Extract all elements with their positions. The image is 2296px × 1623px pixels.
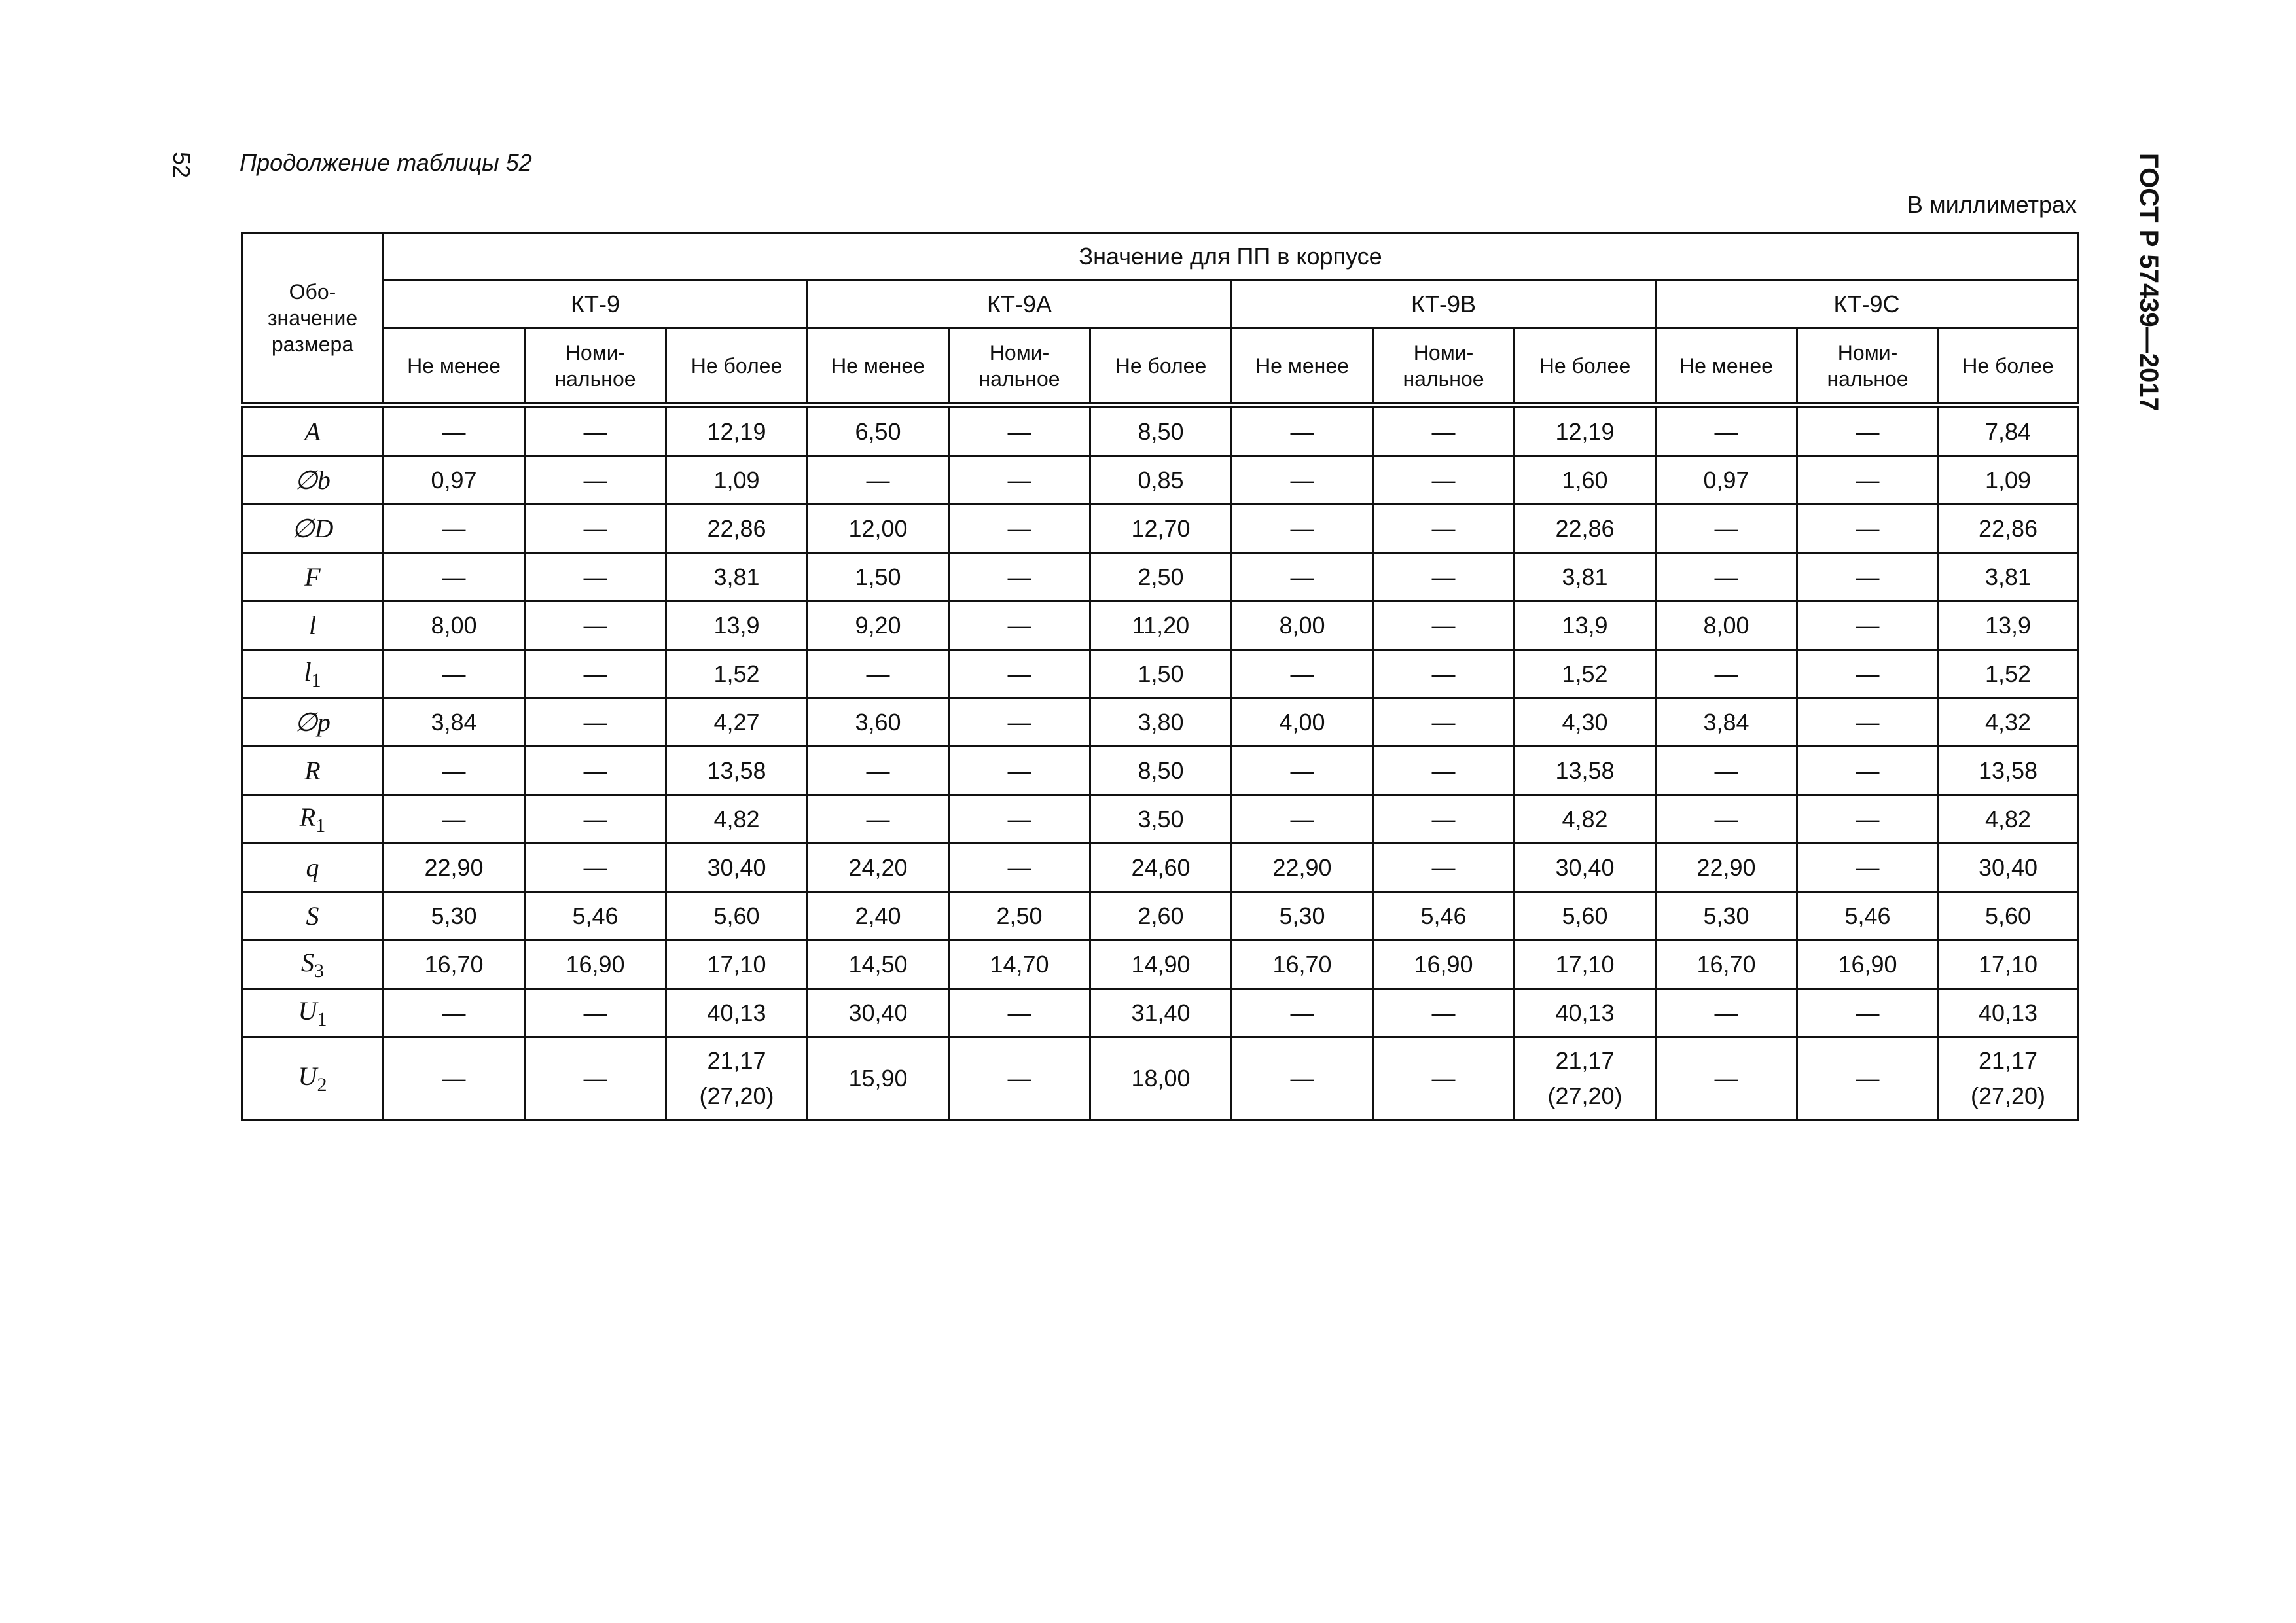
table-row bbox=[242, 406, 2078, 456]
value-cell: 30,40 bbox=[666, 844, 808, 892]
table-row bbox=[242, 940, 2078, 989]
value-cell: 12,19 bbox=[1515, 406, 1656, 456]
value-cell: 5,30 bbox=[384, 892, 525, 940]
max-header: Не более bbox=[1090, 329, 1232, 406]
units-note: В миллиметрах bbox=[1907, 191, 2077, 218]
value-cell: — bbox=[1797, 747, 1939, 795]
designation-subscript: 2 bbox=[317, 1074, 327, 1096]
value-cell: — bbox=[1656, 553, 1797, 601]
value-cell: — bbox=[949, 844, 1090, 892]
value-cell: 17,10 bbox=[1515, 940, 1656, 989]
value-cell: 24,60 bbox=[1090, 844, 1232, 892]
value-cell: — bbox=[949, 505, 1090, 553]
designation-cell bbox=[242, 844, 384, 892]
value-cell: — bbox=[949, 650, 1090, 698]
value-cell: — bbox=[1373, 747, 1515, 795]
value-cell: — bbox=[1797, 795, 1939, 844]
designation-header: Обо- значение размера bbox=[242, 233, 384, 406]
value-cell: 4,32 bbox=[1939, 698, 2078, 747]
value-cell: 5,46 bbox=[525, 892, 666, 940]
value-cell: 2,50 bbox=[949, 892, 1090, 940]
value-cell: 1,09 bbox=[666, 456, 808, 505]
value-cell: 16,90 bbox=[525, 940, 666, 989]
value-cell: — bbox=[525, 456, 666, 505]
value-cell: 40,13 bbox=[666, 989, 808, 1037]
designation-cell bbox=[242, 505, 384, 553]
value-cell: 3,84 bbox=[384, 698, 525, 747]
value-cell: — bbox=[949, 553, 1090, 601]
value-cell: 4,82 bbox=[666, 795, 808, 844]
value-cell: — bbox=[384, 505, 525, 553]
value-cell: — bbox=[525, 406, 666, 456]
value-cell: 9,20 bbox=[808, 601, 949, 650]
value-cell: 8,00 bbox=[1656, 601, 1797, 650]
value-cell: 14,90 bbox=[1090, 940, 1232, 989]
designation-cell bbox=[242, 601, 384, 650]
value-cell: 5,30 bbox=[1232, 892, 1373, 940]
value-cell: — bbox=[1797, 456, 1939, 505]
value-cell: — bbox=[1797, 601, 1939, 650]
value-cell: 22,86 bbox=[666, 505, 808, 553]
value-cell: 5,30 bbox=[1656, 892, 1797, 940]
value-cell: 12,00 bbox=[808, 505, 949, 553]
value-cell: 2,60 bbox=[1090, 892, 1232, 940]
value-cell: — bbox=[1656, 747, 1797, 795]
designation-cell bbox=[242, 892, 384, 940]
value-cell: 13,58 bbox=[1515, 747, 1656, 795]
value-cell: — bbox=[808, 795, 949, 844]
value-cell: 16,90 bbox=[1373, 940, 1515, 989]
page-number: 52 bbox=[168, 152, 195, 179]
value-cell: 13,9 bbox=[666, 601, 808, 650]
value-cell: 3,81 bbox=[1515, 553, 1656, 601]
designation-symbol: R bbox=[304, 756, 321, 785]
value-cell: 5,60 bbox=[666, 892, 808, 940]
value-cell: 17,10 bbox=[666, 940, 808, 989]
value-cell: 17,10 bbox=[1939, 940, 2078, 989]
value-cell: 16,70 bbox=[1232, 940, 1373, 989]
table-row bbox=[242, 698, 2078, 747]
value-cell: — bbox=[1373, 795, 1515, 844]
table-row bbox=[242, 989, 2078, 1037]
value-cell: — bbox=[1232, 650, 1373, 698]
table-row bbox=[242, 650, 2078, 698]
value-cell: — bbox=[1232, 747, 1373, 795]
designation-symbol: A bbox=[304, 417, 321, 446]
value-cell: — bbox=[1797, 1037, 1939, 1120]
value-cell: 3,81 bbox=[666, 553, 808, 601]
value-cell: 31,40 bbox=[1090, 989, 1232, 1037]
value-cell: 0,97 bbox=[384, 456, 525, 505]
value-cell: 1,52 bbox=[666, 650, 808, 698]
dimensions-table bbox=[241, 232, 2079, 1121]
value-cell: 4,30 bbox=[1515, 698, 1656, 747]
value-cell: 13,58 bbox=[1939, 747, 2078, 795]
value-cell: — bbox=[384, 1037, 525, 1120]
value-cell: 30,40 bbox=[1939, 844, 2078, 892]
min-header: Не менее bbox=[384, 329, 525, 406]
value-cell: 16,70 bbox=[384, 940, 525, 989]
value-cell: 0,97 bbox=[1656, 456, 1797, 505]
value-cell: — bbox=[1232, 406, 1373, 456]
designation-symbol: l bbox=[308, 611, 317, 640]
value-cell: — bbox=[808, 650, 949, 698]
value-cell: 22,90 bbox=[384, 844, 525, 892]
value-cell: 4,82 bbox=[1939, 795, 2078, 844]
value-cell: 24,20 bbox=[808, 844, 949, 892]
designation-symbol: l bbox=[304, 656, 312, 687]
value-cell: 3,81 bbox=[1939, 553, 2078, 601]
value-cell: — bbox=[949, 989, 1090, 1037]
value-cell: — bbox=[1232, 1037, 1373, 1120]
designation-subscript: 3 bbox=[314, 959, 324, 982]
value-cell: 16,70 bbox=[1656, 940, 1797, 989]
value-cell: — bbox=[1797, 844, 1939, 892]
value-cell: 4,27 bbox=[666, 698, 808, 747]
designation-cell bbox=[242, 1037, 384, 1120]
value-cell: 1,52 bbox=[1515, 650, 1656, 698]
value-cell: — bbox=[525, 698, 666, 747]
value-cell: — bbox=[1373, 1037, 1515, 1120]
designation-symbol: F bbox=[304, 562, 321, 592]
value-cell: 1,52 bbox=[1939, 650, 2078, 698]
value-cell: — bbox=[1373, 505, 1515, 553]
min-header: Не менее bbox=[808, 329, 949, 406]
value-cell: — bbox=[384, 553, 525, 601]
value-cell: — bbox=[1373, 698, 1515, 747]
value-cell: — bbox=[1232, 505, 1373, 553]
designation-symbol: ∅p bbox=[295, 707, 331, 737]
value-cell: 5,46 bbox=[1797, 892, 1939, 940]
value-cell: 8,00 bbox=[1232, 601, 1373, 650]
table-row bbox=[242, 795, 2078, 844]
value-cell: 1,50 bbox=[1090, 650, 1232, 698]
designation-symbol: q bbox=[306, 853, 319, 882]
value-cell: — bbox=[525, 601, 666, 650]
designation-cell bbox=[242, 795, 384, 844]
value-cell: 40,13 bbox=[1515, 989, 1656, 1037]
value-cell: — bbox=[384, 795, 525, 844]
value-cell: 3,80 bbox=[1090, 698, 1232, 747]
value-cell: — bbox=[1373, 844, 1515, 892]
value-cell: — bbox=[1373, 601, 1515, 650]
value-cell: 30,40 bbox=[808, 989, 949, 1037]
value-cell: — bbox=[949, 795, 1090, 844]
standard-code: ГОСТ Р 57439—2017 bbox=[2134, 153, 2163, 412]
value-cell: — bbox=[525, 1037, 666, 1120]
value-cell: 8,00 bbox=[384, 601, 525, 650]
value-cell: — bbox=[1373, 650, 1515, 698]
value-cell: — bbox=[384, 989, 525, 1037]
designation-subscript: 1 bbox=[317, 1008, 327, 1030]
value-cell: 11,20 bbox=[1090, 601, 1232, 650]
designation-symbol: R bbox=[299, 802, 316, 832]
value-cell: 12,19 bbox=[666, 406, 808, 456]
value-cell: 21,17 (27,20) bbox=[666, 1037, 808, 1120]
designation-symbol: U bbox=[298, 995, 317, 1026]
value-cell: 1,09 bbox=[1939, 456, 2078, 505]
value-cell: — bbox=[525, 795, 666, 844]
value-cell: 30,40 bbox=[1515, 844, 1656, 892]
value-cell: — bbox=[1232, 553, 1373, 601]
value-cell: 0,85 bbox=[1090, 456, 1232, 505]
value-cell: — bbox=[1373, 456, 1515, 505]
value-cell: — bbox=[525, 989, 666, 1037]
package-header: КТ-9С bbox=[1656, 281, 2078, 329]
value-cell: 4,82 bbox=[1515, 795, 1656, 844]
min-header: Не менее bbox=[1232, 329, 1373, 406]
value-cell: 8,50 bbox=[1090, 406, 1232, 456]
group-header: Значение для ПП в корпусе bbox=[384, 233, 2078, 281]
value-cell: — bbox=[1373, 406, 1515, 456]
designation-cell bbox=[242, 940, 384, 989]
value-cell: — bbox=[808, 456, 949, 505]
value-cell: 1,60 bbox=[1515, 456, 1656, 505]
designation-symbol: U bbox=[298, 1061, 317, 1091]
value-cell: 21,17 (27,20) bbox=[1939, 1037, 2078, 1120]
value-cell: 4,00 bbox=[1232, 698, 1373, 747]
designation-symbol: S bbox=[306, 901, 319, 931]
designation-subscript: 1 bbox=[311, 669, 321, 691]
value-cell: — bbox=[1656, 505, 1797, 553]
table-row bbox=[242, 844, 2078, 892]
table-row bbox=[242, 505, 2078, 553]
value-cell: — bbox=[384, 747, 525, 795]
value-cell: — bbox=[525, 650, 666, 698]
designation-subscript: 1 bbox=[315, 814, 326, 836]
table-row bbox=[242, 747, 2078, 795]
value-cell: — bbox=[808, 747, 949, 795]
table-row bbox=[242, 1037, 2078, 1120]
package-header: КТ-9 bbox=[384, 281, 808, 329]
designation-cell bbox=[242, 456, 384, 505]
value-cell: — bbox=[1656, 795, 1797, 844]
table-row bbox=[242, 553, 2078, 601]
value-cell: — bbox=[949, 456, 1090, 505]
value-cell: 13,9 bbox=[1939, 601, 2078, 650]
value-cell: — bbox=[1656, 1037, 1797, 1120]
value-cell: 14,50 bbox=[808, 940, 949, 989]
value-cell: 5,46 bbox=[1373, 892, 1515, 940]
max-header: Не более bbox=[1515, 329, 1656, 406]
value-cell: 22,90 bbox=[1656, 844, 1797, 892]
value-cell: — bbox=[384, 650, 525, 698]
nominal-header: Номи- нальное bbox=[1373, 329, 1515, 406]
value-cell: 7,84 bbox=[1939, 406, 2078, 456]
value-cell: — bbox=[1656, 406, 1797, 456]
value-cell: 8,50 bbox=[1090, 747, 1232, 795]
value-cell: — bbox=[525, 553, 666, 601]
value-cell: — bbox=[525, 747, 666, 795]
value-cell: — bbox=[1232, 989, 1373, 1037]
value-cell: 13,9 bbox=[1515, 601, 1656, 650]
value-cell: — bbox=[949, 406, 1090, 456]
designation-symbol: S bbox=[301, 947, 314, 977]
designation-symbol: ∅D bbox=[291, 514, 334, 543]
value-cell: — bbox=[949, 601, 1090, 650]
nominal-header: Номи- нальное bbox=[1797, 329, 1939, 406]
value-cell: — bbox=[1797, 989, 1939, 1037]
value-cell: 3,50 bbox=[1090, 795, 1232, 844]
value-cell: 5,60 bbox=[1515, 892, 1656, 940]
designation-cell bbox=[242, 989, 384, 1037]
value-cell: 6,50 bbox=[808, 406, 949, 456]
value-cell: — bbox=[384, 406, 525, 456]
value-cell: 2,40 bbox=[808, 892, 949, 940]
value-cell: — bbox=[1797, 650, 1939, 698]
value-cell: — bbox=[1373, 989, 1515, 1037]
value-cell: 18,00 bbox=[1090, 1037, 1232, 1120]
value-cell: — bbox=[1373, 553, 1515, 601]
value-cell: — bbox=[1232, 456, 1373, 505]
value-cell: 12,70 bbox=[1090, 505, 1232, 553]
value-cell: 40,13 bbox=[1939, 989, 2078, 1037]
designation-symbol: ∅b bbox=[295, 465, 331, 495]
table-row bbox=[242, 601, 2078, 650]
designation-cell bbox=[242, 553, 384, 601]
designation-cell bbox=[242, 650, 384, 698]
value-cell: — bbox=[949, 1037, 1090, 1120]
value-cell: — bbox=[1656, 650, 1797, 698]
value-cell: — bbox=[949, 747, 1090, 795]
value-cell: 22,90 bbox=[1232, 844, 1373, 892]
value-cell: 13,58 bbox=[666, 747, 808, 795]
value-cell: — bbox=[1797, 553, 1939, 601]
value-cell: — bbox=[1232, 795, 1373, 844]
table-row bbox=[242, 456, 2078, 505]
package-header: КТ-9В bbox=[1232, 281, 1656, 329]
min-header: Не менее bbox=[1656, 329, 1797, 406]
nominal-header: Номи- нальное bbox=[525, 329, 666, 406]
package-header: КТ-9А bbox=[808, 281, 1232, 329]
designation-cell bbox=[242, 406, 384, 456]
value-cell: — bbox=[1797, 406, 1939, 456]
value-cell: — bbox=[525, 505, 666, 553]
value-cell: 2,50 bbox=[1090, 553, 1232, 601]
designation-cell bbox=[242, 747, 384, 795]
value-cell: 14,70 bbox=[949, 940, 1090, 989]
value-cell: — bbox=[1656, 989, 1797, 1037]
value-cell: 22,86 bbox=[1939, 505, 2078, 553]
dimensions-table-wrapper bbox=[241, 232, 2077, 1121]
value-cell: — bbox=[949, 698, 1090, 747]
value-cell: 22,86 bbox=[1515, 505, 1656, 553]
value-cell: — bbox=[1797, 698, 1939, 747]
value-cell: 15,90 bbox=[808, 1037, 949, 1120]
value-cell: — bbox=[1797, 505, 1939, 553]
value-cell: 1,50 bbox=[808, 553, 949, 601]
value-cell: — bbox=[525, 844, 666, 892]
value-cell: 21,17 (27,20) bbox=[1515, 1037, 1656, 1120]
designation-cell bbox=[242, 698, 384, 747]
max-header: Не более bbox=[666, 329, 808, 406]
value-cell: 3,84 bbox=[1656, 698, 1797, 747]
table-caption: Продолжение таблицы 52 bbox=[240, 149, 532, 176]
max-header: Не более bbox=[1939, 329, 2078, 406]
table-row bbox=[242, 892, 2078, 940]
value-cell: 3,60 bbox=[808, 698, 949, 747]
nominal-header: Номи- нальное bbox=[949, 329, 1090, 406]
value-cell: 5,60 bbox=[1939, 892, 2078, 940]
value-cell: 16,90 bbox=[1797, 940, 1939, 989]
